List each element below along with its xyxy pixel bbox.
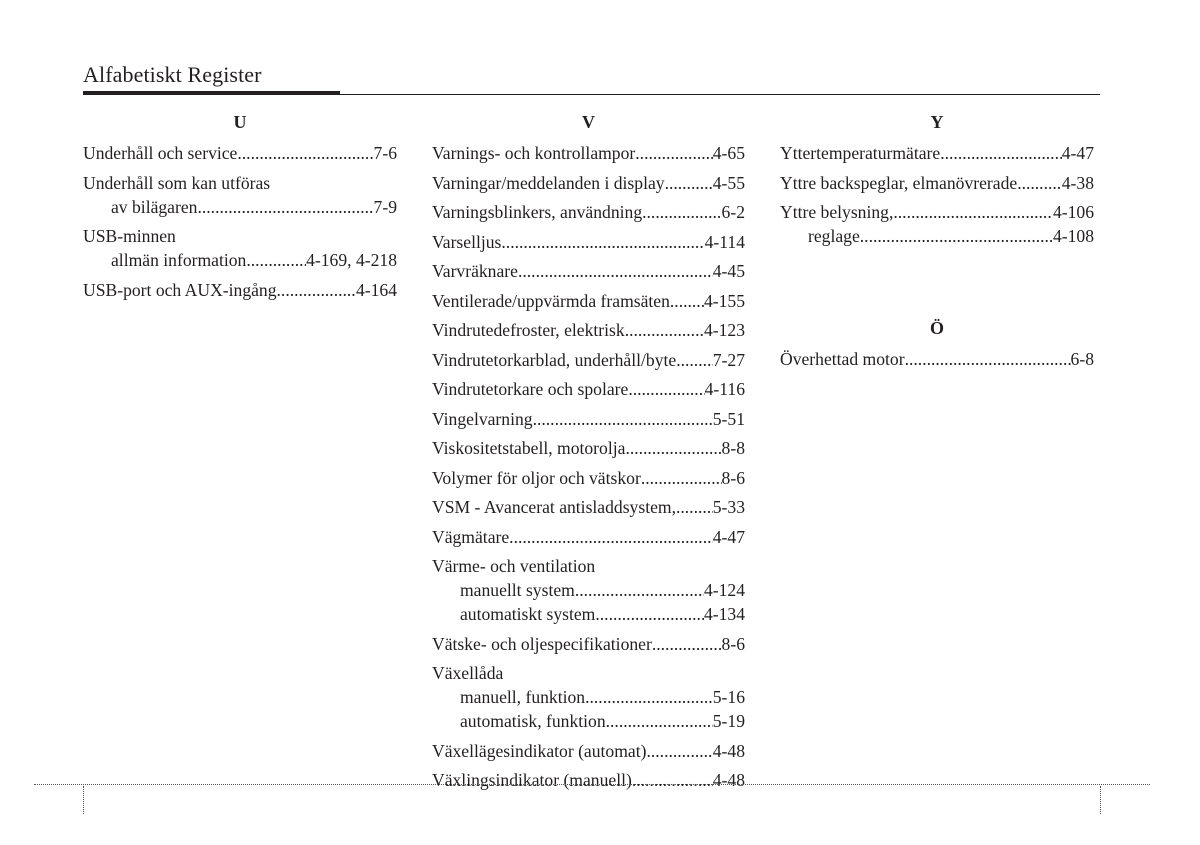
index-subentry-line	[83, 195, 397, 219]
index-entry	[432, 525, 745, 549]
page-reference: 4-47	[1061, 143, 1094, 163]
page-reference: 4-155	[703, 290, 745, 311]
entry-text: Varningsblinkers, användning	[432, 202, 643, 222]
entry-text: Viskositetstabell, motorolja	[432, 438, 626, 458]
index-entry-line	[83, 278, 397, 302]
page-reference: 4-124	[703, 580, 745, 600]
index-entry	[432, 436, 745, 460]
dot-leader	[246, 248, 306, 272]
entry-text: allmän information	[111, 250, 247, 270]
index-subentry-line	[432, 685, 745, 709]
index-entry-line	[780, 171, 1094, 195]
dot-leader	[652, 632, 722, 656]
dot-leader	[585, 685, 713, 709]
entry-text: Vindrutedefroster, elektrisk	[432, 320, 625, 340]
index-entry-line	[83, 224, 397, 248]
page-reference: 4-47	[712, 526, 745, 547]
entry-text: Växellägesindikator (automat)	[432, 740, 647, 761]
entry-text: av bilägaren	[111, 196, 198, 217]
index-entry-line	[780, 347, 1094, 371]
index-entry-line	[432, 436, 745, 460]
section-letter: U	[233, 112, 247, 132]
page-reference: 4-48	[712, 740, 745, 761]
dot-leader	[676, 348, 713, 372]
entry-text: Varnings- och kontrollampor	[432, 143, 636, 163]
page-title: Alfabetiskt Register	[83, 62, 262, 87]
index-entry-line	[432, 289, 745, 313]
index-entry	[780, 171, 1094, 195]
index-entry-line	[432, 318, 745, 342]
entry-text: Yttertemperaturmätare	[780, 143, 941, 163]
page-reference: 4-106	[1052, 202, 1094, 222]
dot-leader	[940, 141, 1062, 165]
header-rule-thin	[340, 94, 1100, 95]
index-subentry-line	[432, 578, 745, 602]
dot-leader	[237, 141, 373, 165]
section-letter: V	[582, 112, 595, 132]
page-reference: 4-169, 4-218	[306, 250, 397, 270]
index-entry	[432, 768, 745, 792]
index-entry-line	[432, 661, 745, 685]
index-subentry-line	[83, 248, 397, 272]
page-reference: 4-164	[355, 279, 397, 300]
page-reference: 4-45	[712, 261, 745, 281]
index-entry	[432, 259, 745, 283]
dot-leader	[670, 289, 704, 313]
dot-leader	[575, 578, 704, 602]
index-entry	[780, 141, 1094, 165]
section-letter: Y	[930, 112, 944, 132]
entry-text: Yttre backspeglar, elmanövrerade	[780, 172, 1018, 193]
page-reference: 5-16	[712, 687, 745, 707]
index-entry	[83, 141, 397, 165]
dot-leader	[676, 495, 713, 519]
header-rule-thick	[83, 91, 340, 95]
page-reference: 5-19	[712, 711, 745, 731]
index-entry-line	[780, 141, 1094, 165]
page-reference: 4-123	[703, 320, 745, 340]
entry-text: manuell, funktion	[460, 687, 586, 707]
dot-leader	[595, 602, 704, 626]
index-entry	[432, 289, 745, 313]
dot-leader	[501, 230, 704, 254]
index-column-u	[83, 110, 397, 302]
entry-text: Vätske- och oljespecifikationer	[432, 633, 652, 654]
page-reference: 6-8	[1070, 349, 1094, 369]
index-entry-line	[432, 525, 745, 549]
dot-leader	[625, 318, 704, 342]
entry-text: USB-minnen	[83, 226, 176, 246]
entry-text: Vingelvarning	[432, 408, 533, 429]
entry-text: Växellåda	[432, 663, 504, 683]
index-entry	[432, 377, 745, 401]
page-reference: 7-6	[373, 143, 397, 163]
index-entry-line	[432, 200, 745, 224]
index-entry	[432, 348, 745, 372]
index-entry-line	[432, 259, 745, 283]
index-entry	[432, 318, 745, 342]
entry-text: USB-port och AUX-ingång	[83, 279, 277, 300]
index-entry	[432, 230, 745, 254]
dot-leader	[197, 195, 373, 219]
index-entry	[432, 141, 745, 165]
page-reference: 4-38	[1061, 172, 1094, 193]
index-entry-line	[432, 768, 745, 792]
index-entry	[432, 739, 745, 763]
page-reference: 4-48	[712, 770, 745, 790]
index-entry	[432, 632, 745, 656]
index-section	[83, 110, 397, 302]
index-entry-line	[432, 171, 745, 195]
page-reference: 5-51	[712, 408, 745, 429]
entry-text: Volymer för oljor och vätskor	[432, 467, 641, 488]
section-letter: Ö	[929, 318, 944, 338]
index-entry-line	[432, 466, 745, 490]
dot-leader	[642, 200, 721, 224]
index-entry-line	[780, 200, 1094, 224]
dot-leader	[905, 347, 1071, 371]
entry-text: Värme- och ventilation	[432, 556, 596, 576]
page-reference: 8-6	[721, 467, 745, 488]
entry-text: Vindrutetorkare och spolare	[432, 379, 629, 399]
index-entry	[83, 171, 397, 219]
index-entry-line	[432, 407, 745, 431]
index-section	[780, 110, 1094, 248]
entry-text: Varselljus	[432, 231, 502, 252]
index-entry	[432, 171, 745, 195]
page-reference: 4-116	[704, 379, 745, 399]
entry-text: Underhåll och service	[83, 143, 238, 163]
dot-leader	[893, 200, 1053, 224]
dot-leader	[1017, 171, 1062, 195]
dot-leader	[635, 141, 712, 165]
entry-text: automatiskt system	[460, 604, 596, 624]
entry-text: manuellt system	[460, 580, 575, 600]
page-reference: 4-134	[703, 604, 745, 624]
page-reference: 6-2	[721, 202, 745, 222]
index-entry-line	[432, 554, 745, 578]
index-entry	[432, 200, 745, 224]
entry-text: Vägmätare	[432, 526, 510, 547]
entry-text: Vindrutetorkarblad, underhåll/byte	[432, 349, 677, 370]
entry-text: Ventilerade/uppvärmda framsäten	[432, 290, 670, 311]
footer-dotted-rule	[34, 784, 1150, 785]
dot-leader	[277, 278, 356, 302]
dot-leader	[628, 377, 704, 401]
entry-text: reglage	[808, 226, 860, 246]
dot-leader	[632, 768, 713, 792]
dot-leader	[533, 407, 713, 431]
entry-text: VSM - Avancerat antisladdsystem,	[432, 497, 676, 517]
dot-leader	[509, 525, 713, 549]
dot-leader	[518, 259, 713, 283]
index-entry	[780, 347, 1094, 371]
index-entry-line	[432, 348, 745, 372]
index-entry-line	[432, 377, 745, 401]
index-subentry-line	[780, 224, 1094, 248]
index-entry	[432, 661, 745, 733]
page-reference: 8-8	[721, 438, 745, 458]
entry-text: Yttre belysning,	[780, 202, 894, 222]
index-entry-line	[83, 171, 397, 195]
index-entry	[432, 495, 745, 519]
footer-tick-right	[1100, 786, 1101, 814]
dot-leader	[641, 466, 722, 490]
page-reference: 8-6	[721, 633, 745, 654]
index-entry	[83, 224, 397, 272]
footer-tick-left	[83, 786, 84, 814]
index-entry-line	[432, 739, 745, 763]
page-reference: 5-33	[712, 497, 745, 517]
page-reference: 7-27	[712, 349, 745, 370]
index-entry	[432, 407, 745, 431]
index-entry-line	[432, 230, 745, 254]
entry-text: automatisk, funktion	[460, 711, 606, 731]
dot-leader	[646, 739, 712, 763]
page-reference: 4-114	[704, 231, 745, 252]
dot-leader	[860, 224, 1053, 248]
page-reference: 7-9	[373, 196, 397, 217]
dot-leader	[665, 171, 713, 195]
index-column-v	[432, 110, 745, 792]
entry-text: Underhåll som kan utföras	[83, 172, 271, 193]
page-reference: 4-55	[712, 172, 745, 193]
index-entry-line	[432, 495, 745, 519]
page-reference: 4-108	[1052, 226, 1094, 246]
index-entry	[83, 278, 397, 302]
index-entry-line	[432, 632, 745, 656]
page-reference: 4-65	[712, 143, 745, 163]
entry-text: Varningar/meddelanden i display	[432, 172, 665, 193]
index-subentry-line	[432, 709, 745, 733]
entry-text: Varvräknare	[432, 261, 518, 281]
index-section	[432, 110, 745, 792]
index-subentry-line	[432, 602, 745, 626]
index-entry-line	[83, 141, 397, 165]
entry-text: Överhettad motor	[780, 349, 905, 369]
index-column-y	[780, 110, 1094, 371]
index-section	[780, 316, 1094, 371]
index-entry	[780, 200, 1094, 248]
dot-leader	[625, 436, 721, 460]
index-entry	[432, 554, 745, 626]
entry-text: Växlingsindikator (manuell)	[432, 770, 632, 790]
dot-leader	[606, 709, 713, 733]
index-entry-line	[432, 141, 745, 165]
index-entry	[432, 466, 745, 490]
